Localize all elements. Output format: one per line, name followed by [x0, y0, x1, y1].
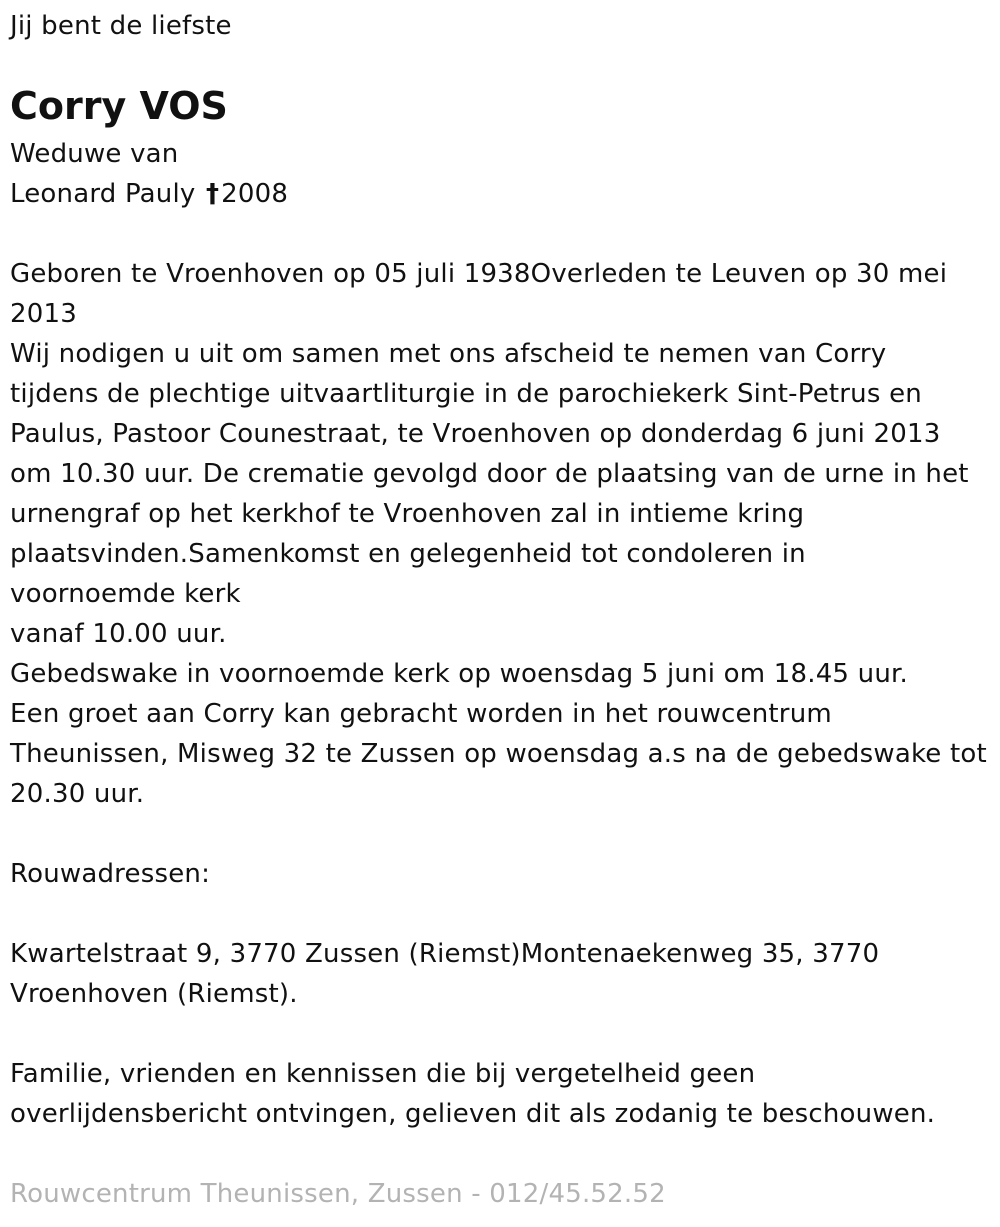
family-note-line: overlijdensbericht ontvingen, gelieven dit als zodanig te beschouwen.	[10, 1099, 936, 1129]
body-line: Een groet aan Corry kan gebracht worden in het rouwcentrum	[10, 699, 832, 729]
body-line: 2013	[10, 299, 77, 329]
body-line: 20.30 uur.	[10, 779, 145, 809]
spouse-section	[10, 134, 288, 214]
addresses-section	[10, 934, 879, 1014]
cross-icon: †	[205, 179, 220, 209]
body-line: Gebedswake in voornoemde kerk op woensdag 5 juni om 18.45 uur.	[10, 659, 908, 689]
deceased-name: Corry VOS	[10, 84, 228, 128]
address-line: Kwartelstraat 9, 3770 Zussen (Riemst)Montenaekenweg 35, 3770	[10, 939, 880, 969]
body-line: tijdens de plechtige uitvaartliturgie in de parochiekerk Sint-Petrus en	[10, 379, 922, 409]
family-note-line: Familie, vrienden en kennissen die bij vergetelheid geen	[10, 1059, 756, 1089]
family-note	[10, 1054, 935, 1134]
body-line: vanaf 10.00 uur.	[10, 619, 227, 649]
footer-funeral-home: Rouwcentrum Theunissen, Zussen - 012/45.52.52	[10, 1179, 666, 1209]
announcement-body	[10, 254, 987, 814]
body-line: plaatsvinden.Samenkomst en gelegenheid tot condoleren in	[10, 539, 806, 569]
widow-label: Weduwe van	[10, 139, 179, 169]
spouse-line	[10, 174, 288, 214]
body-line: Paulus, Pastoor Counestraat, te Vroenhoven op donderdag 6 juni 2013	[10, 419, 941, 449]
body-line: Theunissen, Misweg 32 te Zussen op woensdag a.s na de gebedswake tot	[10, 739, 987, 769]
spouse-name: Leonard Pauly	[10, 179, 196, 209]
addresses-label: Rouwadressen:	[10, 859, 211, 889]
spouse-death-year: 2008	[221, 179, 289, 209]
body-line: Wij nodigen u uit om samen met ons afscheid te nemen van Corry	[10, 339, 887, 369]
address-line: Vroenhoven (Riemst).	[10, 979, 298, 1009]
body-line: voornoemde kerk	[10, 579, 241, 609]
body-line: urnengraf op het kerkhof te Vroenhoven zal in intieme kring	[10, 499, 805, 529]
body-line: om 10.30 uur. De crematie gevolgd door de plaatsing van de urne in het	[10, 459, 969, 489]
body-line: Geboren te Vroenhoven op 05 juli 1938Overleden te Leuven op 30 mei	[10, 259, 948, 289]
intro-text: Jij bent de liefste	[10, 11, 232, 41]
